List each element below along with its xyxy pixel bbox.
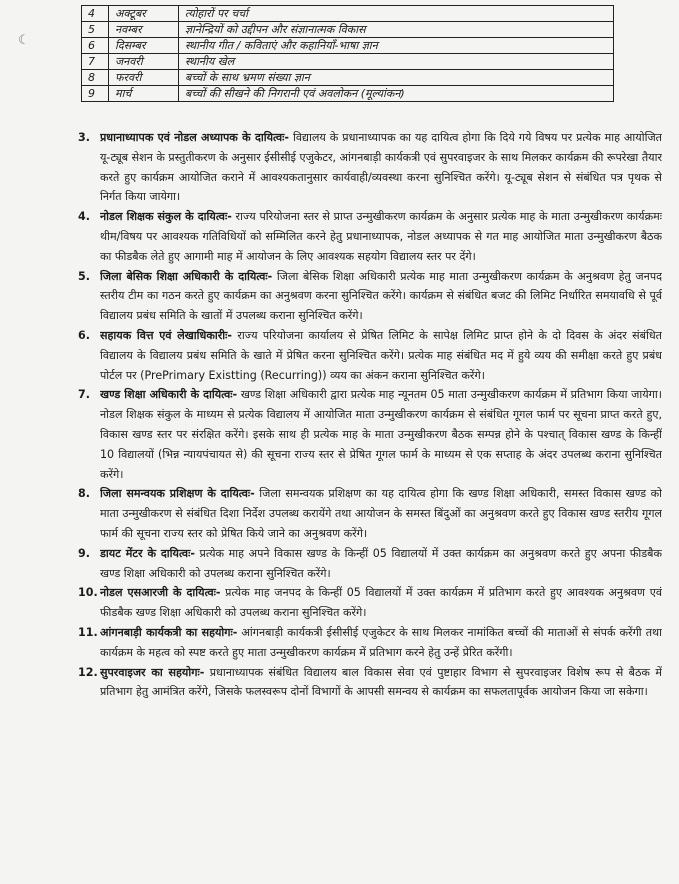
item-heading: जिला समन्वयक प्रशिक्षण के दायित्वः- (100, 487, 255, 501)
item-body (100, 207, 662, 266)
item-number: 5. (78, 269, 90, 283)
list-item (78, 583, 662, 623)
schedule-row (82, 54, 614, 70)
schedule-topic: स्थानीय गीत / कविताएं और कहानियाँ-भाषा ज्ञान (179, 38, 614, 54)
item-text: प्रधानाध्यापक संबंधित विद्यालय बाल विकास सेवा एवं पुष्टाहार विभाग से सुपरवाइजर विशेष रूप से बैठक में प्रतिभाग हेतु आमंत्रित करेंगे, जिसके फलस्वरूप दोनों विभागों के आपसी समन्वय से कार्यक्रम का सफलतापूर्वक आयोजन किया जा सकेगा। (100, 665, 662, 699)
item-heading: डायट मेंटर के दायित्वः- (100, 546, 195, 560)
schedule-month: जनवरी (109, 54, 179, 70)
item-body (100, 544, 662, 584)
item-heading: जिला बेसिक शिक्षा अधिकारी के दायित्वः- (100, 269, 273, 283)
schedule-topic: त्योहारों पर चर्चा (179, 6, 614, 22)
schedule-topic: बच्चों की सीखने की निगरानी एवं अवलोकन (मूल्यांकन) (179, 86, 614, 102)
list-item (78, 623, 662, 663)
item-text: जिला समन्वयक प्रशिक्षण का यह दायित्व होगा कि खण्ड शिक्षा अधिकारी, समस्त विकास खण्ड को माता उन्मुखीकरण से संबंधित दिशा निर्देश उपलब्ध करायेंगे तथा आयोजन के समस्त बिंदुओं का अनुश्रवण करते हुए विकास खण्ड स्तरीय गूगल फार्म की सूचना राज्य स्तर को प्रेषित किये जाने का अनुश्रवण करेंगे। (100, 487, 662, 540)
schedule-number: 8 (82, 70, 109, 86)
item-text: प्रत्येक माह जनपद के किन्हीं 05 विद्यालयों में उक्त कार्यक्रम में प्रतिभाग करते हुए आवश्यक अनुश्रवण एवं फीडबैक खण्ड शिक्षा अधिकारी को उपलब्ध कराना सुनिश्चित करेंगे। (100, 586, 662, 620)
schedule-number: 5 (82, 22, 109, 38)
item-number: 7. (78, 388, 90, 402)
schedule-month: मार्च (109, 86, 179, 102)
item-heading: आंगनबाड़ी कार्यकत्री का सहयोगः- (100, 625, 238, 639)
list-item (78, 544, 662, 584)
schedule-topic: स्थानीय खेल (179, 54, 614, 70)
item-text: जिला बेसिक शिक्षा अधिकारी प्रत्येक माह माता उन्मुखीकरण कार्यक्रम के अनुश्रवण हेतु जनपद स्तरीय टीम का गठन करते हुए कार्यक्रम का अनुश्रवण करना सुनिश्चित करेंगे। कार्यक्रम से संबंधित बजट की लिमिट निर्धारित समयावधि से पूर्व विद्यालय प्रबंध समिति के खातों में उपलब्ध कराना सुनिश्चित करेंगे। (100, 269, 662, 323)
list-item (78, 267, 662, 326)
list-item (78, 385, 662, 484)
item-text: खण्ड शिक्षा अधिकारी द्वारा प्रत्येक माह न्यूनतम 05 माता उन्मुखीकरण कार्यक्रम में प्रतिभाग किया जायेगा। नोडल शिक्षक संकुल के माध्यम से प्रत्येक विद्यालय में आयोजित माता उन्मुखीकरण कार्यक्रम से संबंधित गूगल फार्म पर सूचना प्राप्त करते हुए, विकास खण्ड स्तर पर संरक्षित करेंगे। इसके साथ ही प्रत्येक माह के माता उन्मुखीकरण बैठक सम्पन्न होने के पश्चात् विकास खण्ड के किन्हीं 10 विद्यालयों (भिन्न न्यायपंचायत से) की सूचना राज्य स्तर से प्रेषित गूगल फार्म के माध्यम से एक सप्ताह के अंदर उपलब्ध कराना सुनिश्चित करेंगे। (100, 388, 662, 481)
schedule-row (82, 22, 614, 38)
schedule-row (82, 38, 614, 54)
schedule-month: फरवरी (109, 70, 179, 86)
item-body (100, 623, 662, 663)
item-number: 3. (78, 131, 90, 144)
item-heading: सहायक वित्त एवं लेखाधिकारीः- (100, 328, 233, 342)
item-heading: नोडल शिक्षक संकुल के दायित्वः- (100, 210, 232, 224)
item-body (100, 128, 662, 207)
schedule-month: दिसम्बर (109, 38, 179, 54)
item-text: राज्य परियोजना कार्यालय से प्रेषित लिमिट के सापेक्ष लिमिट प्राप्त होने के दो दिवस के अंदर संबंधित विद्यालय के विद्यालय प्रबंध समिति के खाते में प्रेषित करना सुनिश्चित करेंगे। प्रत्येक माह संबंधित मद में हुये व्यय की समीक्षा करते हुए प्रबंध पोर्टल पर (PrePrimary Existting (Recurring)) व्यय का अंकन कराना सुनिश्चित करेंगे। (100, 328, 662, 382)
schedule-row (82, 70, 614, 86)
item-number: 4. (78, 210, 90, 224)
list-item (78, 207, 662, 266)
item-number: 8. (78, 487, 90, 501)
schedule-row (82, 6, 614, 22)
schedule-month: नवम्बर (109, 22, 179, 38)
item-number: 6. (78, 328, 90, 342)
schedule-number: 4 (82, 6, 109, 22)
schedule-row (82, 86, 614, 102)
schedule-topic: बच्चों के साथ भ्रमण संख्या ज्ञान (179, 70, 614, 86)
item-heading: प्रधानाध्यापक एवं नोडल अध्यापक के दायित्वः- (100, 131, 289, 144)
item-heading: खण्ड शिक्षा अधिकारी के दायित्वः- (100, 388, 238, 402)
item-body (100, 663, 662, 703)
schedule-month: अक्टूबर (109, 6, 179, 22)
item-body (100, 385, 662, 484)
item-body (100, 484, 662, 543)
list-item (78, 663, 662, 703)
schedule-number: 9 (82, 86, 109, 102)
schedule-topic: ज्ञानेन्द्रियों को उद्दीपन और संज्ञानात्मक विकास (179, 22, 614, 38)
list-item (78, 128, 662, 207)
schedule-number: 7 (82, 54, 109, 70)
item-number: 11. (78, 625, 98, 639)
item-number: 9. (78, 546, 90, 560)
item-text: राज्य परियोजना स्तर से प्राप्त उन्मुखीकरण कार्यक्रम के अनुसार प्रत्येक माह के माता उन्मुखीकरण कार्यक्रमः थीम/विषय पर आवश्यक गतिविधियों को सम्मिलित करने हेतु प्रधानाध्यापक, नोडल अध्यापक से गत माह आयोजित माता उन्मुखीकरण बैठक का फीडबैक लेते हुए आगामी माह में आयोजन के लिए आवश्यक सहयोग विद्यालय स्तर पर देंगे। (100, 210, 662, 263)
margin-mark: ☾ (18, 33, 30, 48)
list-item (78, 326, 662, 385)
item-number: 10. (78, 586, 98, 600)
item-heading: सुपरवाइजर का सहयोगः- (100, 665, 205, 679)
monthly-theme-table (81, 5, 614, 102)
responsibilities-list (78, 128, 662, 702)
item-text: प्रत्येक माह अपने विकास खण्ड के किन्हीं 05 विद्यालयों में उक्त कार्यक्रम का अनुश्रवण करते हुए अपना फीडबैक खण्ड शिक्षा अधिकारी को उपलब्ध कराना सुनिश्चित करेंगे। (100, 546, 662, 580)
item-number: 12. (78, 665, 98, 679)
item-body (100, 267, 662, 326)
item-heading: नोडल एसआरजी के दायित्वः- (100, 586, 221, 600)
schedule-number: 6 (82, 38, 109, 54)
item-text: आंगनबाड़ी कार्यकत्री ईसीसीई एजुकेटर के साथ मिलकर नामांकित बच्चों की माताओं से संपर्क करेंगी तथा कार्यक्रम के महत्व को स्पष्ट करते हुए माता उन्मुखीकरण कार्यक्रम में प्रतिभाग करने हेतु उन्हें प्रेरित करेंगी। (100, 625, 662, 659)
item-body (100, 583, 662, 623)
item-text: विद्यालय के प्रधानाध्यापक का यह दायित्व होगा कि दिये गये विषय पर प्रत्येक माह आयोजित यू-ट्यूब सेशन के प्रस्तुतीकरण के अनुसार ईसीसीई एजुकेटर, आंगनबाड़ी कार्यकत्री एवं सुपरवाइजर के साथ मिलकर कार्यक्रम की रूपरेखा तैयार करते हुए कार्यक्रम आयोजित कराने में आवश्यकतानुसार कार्यवाही/व्यवस्था करना सुनिश्चित करेंगे। यू-ट्यूब सेशन से संबंधित पत्र पृथक से निर्गत किया जायेगा। (100, 131, 662, 204)
list-item (78, 484, 662, 543)
item-body (100, 326, 662, 385)
